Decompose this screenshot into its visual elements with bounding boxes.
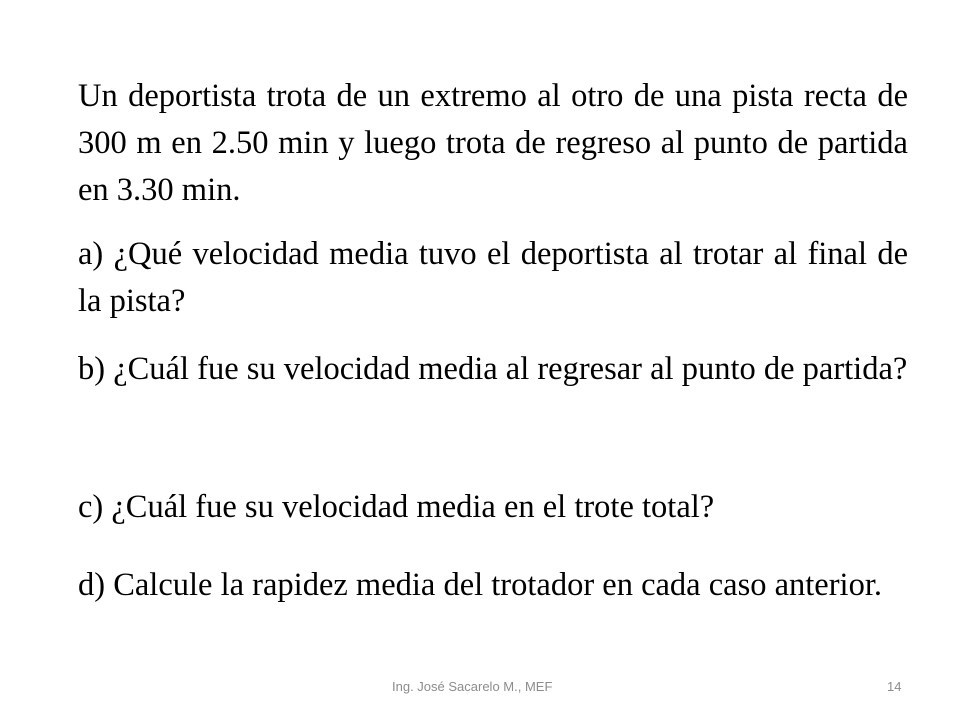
question-b: b) ¿Cuál fue su velocidad media al regresar al punto de partida? [78,351,908,387]
question-d: d) Calcule la rapidez media del trotador en cada caso anterior. [78,567,882,603]
question-c: c) ¿Cuál fue su velocidad media en el trote total? [78,489,715,525]
problem-statement: Un deportista trota de un extremo al otro de una pista recta de 300 m en 2.50 min y luego trota de regreso al punto de partida en 3.30 min. [78,78,908,208]
question-a: a) ¿Qué velocidad media tuvo el deportista al trotar al final de la pista? [78,236,908,319]
page-number: 14 [887,679,902,694]
footer-author: Ing. José Sacarelo M., MEF [392,679,553,694]
